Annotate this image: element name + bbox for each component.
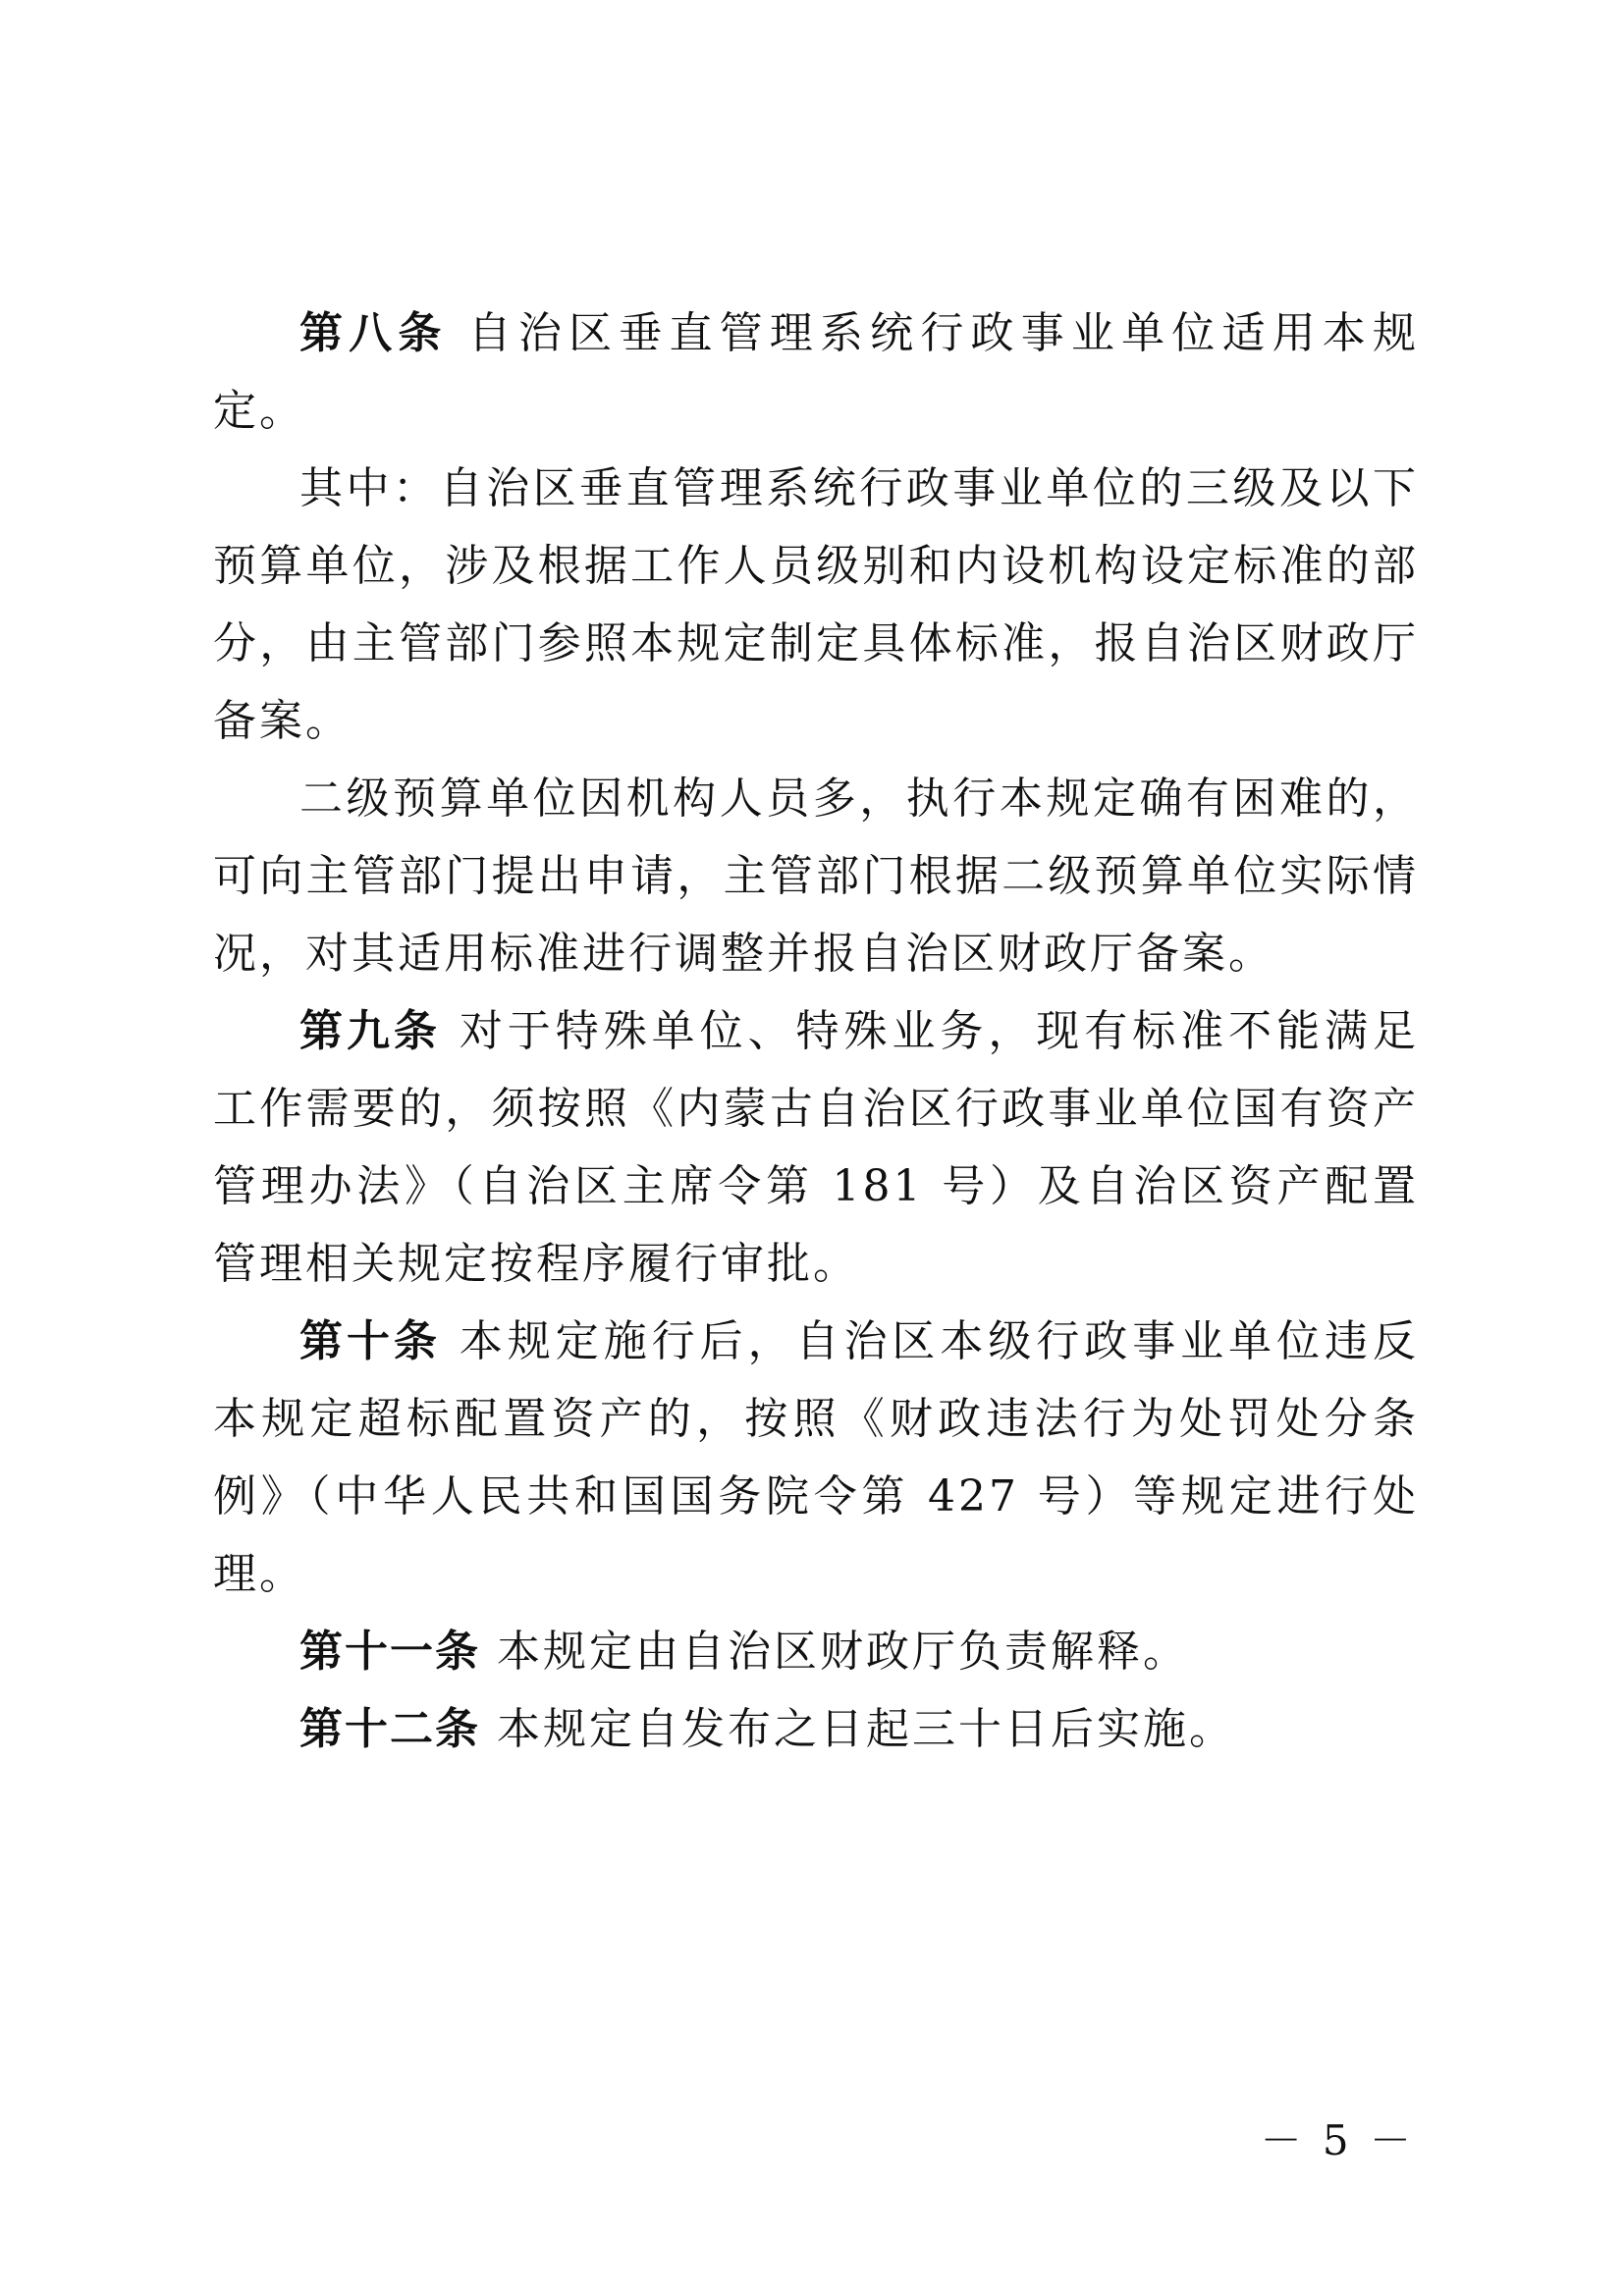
article-8-paragraph <box>213 294 1419 450</box>
page-number: － 5 － <box>1260 2116 1415 2164</box>
article-10-heading: 第十条 <box>299 1316 441 1366</box>
article-8-clause-1 <box>213 450 1419 760</box>
article-9-paragraph <box>213 992 1419 1303</box>
article-10-text: 本规定施行后，自治区本级行政事业单位违反本规定超标配置资产的，按照《财政违法行为处罚处分条例》（中华人民共和国国务院令第 427 号）等规定进行处理。 <box>213 1316 1420 1599</box>
article-9-text: 对于特殊单位、特殊业务，现有标准不能满足工作需要的，须按照《内蒙古自治区行政事业单位国有资产管理办法》（自治区主席令第 181 号）及自治区资产配置管理相关规定按程序履行审批。 <box>213 1006 1420 1289</box>
article-8-clause-1-text: 其中：自治区垂直管理系统行政事业单位的三级及以下预算单位，涉及根据工作人员级别和内设机构设定标准的部分，由主管部门参照本规定制定具体标准，报自治区财政厅备案。 <box>213 463 1419 746</box>
article-10-paragraph <box>213 1303 1419 1613</box>
article-12-heading: 第十二条 <box>299 1704 480 1754</box>
article-11-text: 本规定由自治区财政厅负责解释。 <box>497 1627 1189 1677</box>
article-11-heading: 第十一条 <box>299 1627 480 1677</box>
article-9-heading: 第九条 <box>299 1006 441 1056</box>
article-8-clause-2 <box>213 760 1419 992</box>
article-12-paragraph <box>213 1690 1419 1768</box>
article-11-paragraph <box>213 1613 1419 1690</box>
article-8-clause-2-text: 二级预算单位因机构人员多，执行本规定确有困难的，可向主管部门提出申请，主管部门根据二级预算单位实际情况，对其适用标准进行调整并报自治区财政厅备案。 <box>213 774 1419 979</box>
article-12-text: 本规定自发布之日起三十日后实施。 <box>497 1704 1235 1754</box>
document-body <box>213 294 1419 1768</box>
article-8-text: 自治区垂直管理系统行政事业单位适用本规定。 <box>213 308 1419 436</box>
article-8-heading: 第八条 <box>299 308 448 358</box>
